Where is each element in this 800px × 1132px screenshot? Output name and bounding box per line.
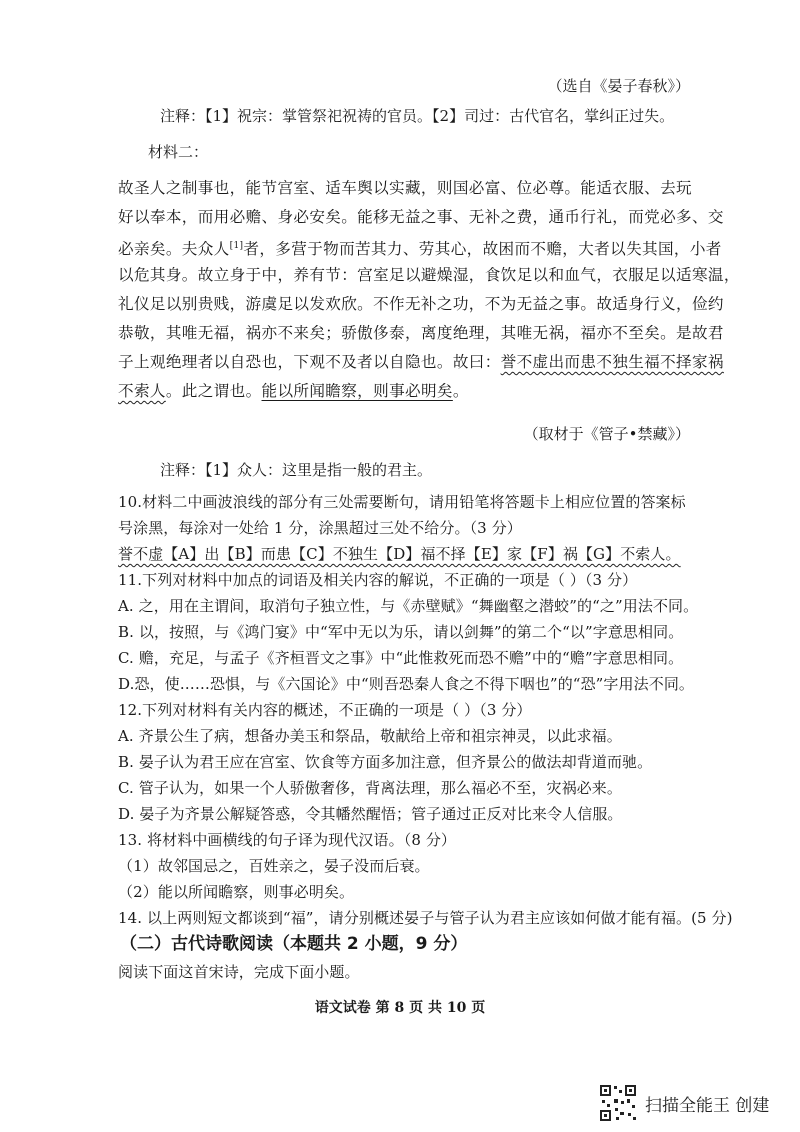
question-12-option-d: D. 晏子为齐景公解疑答惑，令其幡然醒悟；管子通过正反对比来令人信服。 [118, 805, 623, 823]
wavy-underlined-phrase-end: 不索人 [118, 382, 166, 400]
wavy-underlined-phrase: 誉不虚出而患不独生福不择家祸 [500, 353, 724, 371]
material2-line: 好以奉本，而用必赡、身必安矣。能移无益之事、无补之费，通币行礼，而党必多、交 [118, 208, 724, 226]
question-10-line1: 10.材料二中画波浪线的部分有三处需要断句，请用铅笔将答题卡上相应位置的答案标 [118, 493, 686, 511]
question-13: 13. 将材料中画横线的句子译为现代汉语。（8 分） [118, 831, 457, 849]
question-11: 11.下列对材料中加点的词语及相关内容的解说，不正确的一项是（ ）（3 分） [118, 571, 638, 589]
material2-line: 礼仪足以别贵贱，游虞足以发欢欣。不作无补之功，不为无益之事。故适身行义，俭约 [118, 295, 724, 313]
section-instruction: 阅读下面这首宋诗，完成下面小题。 [118, 963, 360, 981]
question-12: 12.下列对材料有关内容的概述，不正确的一项是（ ）（3 分） [118, 701, 532, 719]
question-12-option-c: C. 管子认为，如果一个人骄傲奢侈，背离法理，那么福必不至，灾祸必来。 [118, 779, 622, 797]
straight-underlined-sentence: 能以所闻瞻察，则事必明矣 [261, 382, 453, 400]
material2-line: 不索人。此之谓也。能以所闻瞻察，则事必明矣。 [118, 382, 469, 400]
material2-line: 子上观绝理者以自恐也，下观不及者以自隐也。故曰：誉不虚出而患不独生福不择家祸 [118, 353, 724, 371]
material2-line: 故圣人之制事也，能节宫室、适车舆以实藏，则国必富、位必尊。能适衣服、去玩 [118, 179, 692, 197]
question-13-item-1: （1）故邻国忌之，百姓亲之，晏子没而后衰。 [118, 857, 430, 875]
material2-heading: 材料二： [148, 143, 209, 161]
footnote-mark: [1] [229, 241, 244, 251]
material1-note: 注释：【1】祝宗：掌管祭祀祝祷的官员。【2】司过：古代官名，掌纠正过失。 [160, 107, 675, 125]
question-10-options: 誉不虚【A】出【B】而患【C】不独生【D】福不择【E】家【F】祸【G】不索人。 [118, 545, 681, 563]
qr-code-icon [598, 1083, 638, 1123]
section-title: （二）古代诗歌阅读（本题共 2 小题，9 分） [120, 934, 468, 954]
question-11-option-a: A. 之，用在主谓间，取消句子独立性，与《赤壁赋》“舞幽壑之潜蛟”的“之”用法不同。 [118, 597, 699, 615]
question-11-option-d: D.恐，使……恐惧，与《六国论》中“则吾恐秦人食之不得下咽也”的“恐”字用法不同。 [118, 675, 695, 693]
question-13-item-2: （2）能以所闻瞻察，则事必明矣。 [118, 883, 355, 901]
question-12-option-a: A. 齐景公生了病，想备办美玉和祭品，敬献给上帝和祖宗神灵，以此求福。 [118, 727, 622, 745]
question-12-option-b: B. 晏子认为君王应在宫室、饮食等方面多加注意，但齐景公的做法却背道而驰。 [118, 753, 653, 771]
question-10-line2: 号涂黑，每涂对一处给 1 分，涂黑超过三处不给分。（3 分） [118, 519, 522, 537]
material2-line: 恭敬，其唯无福，祸亦不来矣；骄傲侈泰，离度绝理，其唯无祸，福亦不至矣。是故君 [118, 324, 724, 342]
material2-line: 以危其身。故立身于中，养有节：宫室足以避燥湿，食饮足以和血气，衣服足以适寒温， [118, 266, 740, 284]
material1-source: （选自《晏子春秋》） [547, 77, 690, 95]
scanner-watermark: 扫描全能王 创建 [645, 1096, 770, 1116]
question-11-option-c: C. 赡，充足，与孟子《齐桓晋文之事》中“此惟救死而恐不赡”中的“赡”字意思相同。 [118, 649, 684, 667]
question-14: 14. 以上两则短文都谈到“福”，请分别概述晏子与管子认为君主应该如何做才能有福。(5 分) [118, 909, 733, 927]
question-11-option-b: B. 以，按照，与《鸿门宴》中“军中无以为乐，请以剑舞”的第二个“以”字意思相同。 [118, 623, 684, 641]
material2-source: （取材于《管子•禁藏》） [523, 425, 690, 443]
material2-line: 必亲矣。夫众人[1]者，多营于物而苦其力、劳其心，故困而不赡，大者以失其国，小者 [118, 240, 722, 259]
material2-note: 注释：【1】众人：这里是指一般的君主。 [160, 461, 433, 479]
page-footer: 语文试卷 第 8 页 共 10 页 [314, 1000, 486, 1016]
